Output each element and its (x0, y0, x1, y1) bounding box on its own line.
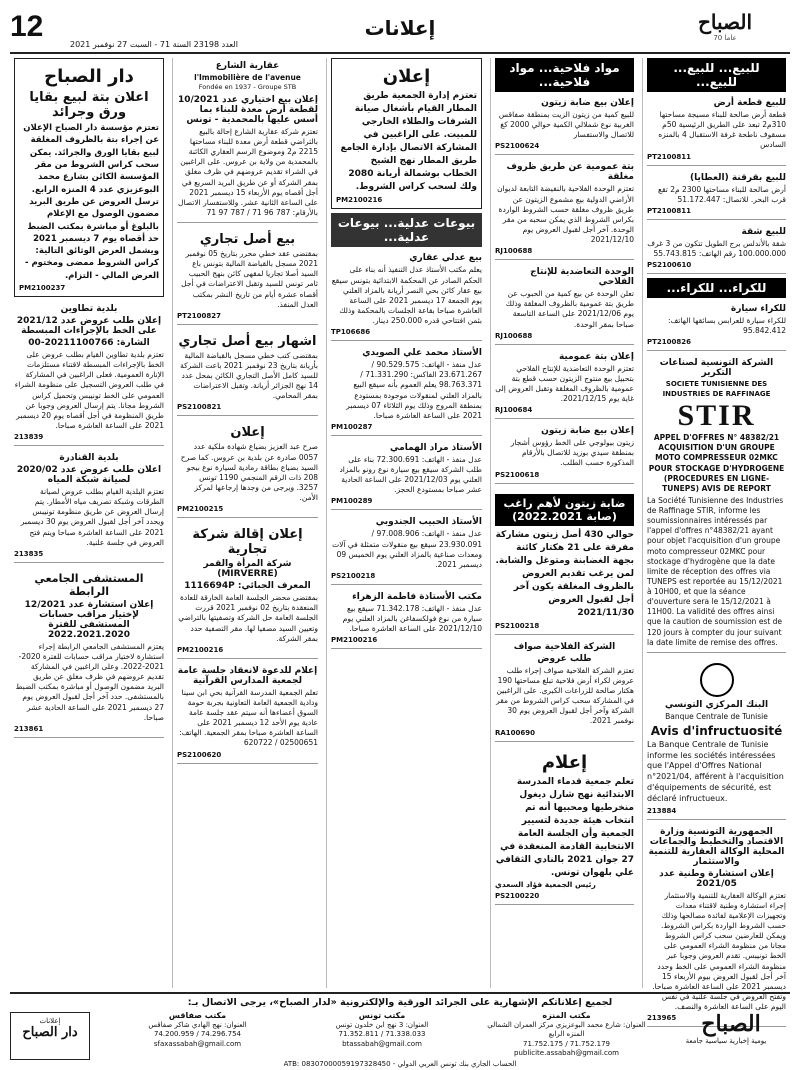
sabah-title: دار الصباح (44, 66, 134, 87)
commerce-body: بمقتضى عقد خطي محرر بتاريخ 05 نوفمبر 2021 مسجل بالقباضة المالية بتونس باع السيد أصلا تجاريا لمقهى كائن بنهج الحبيب ثامر تونس للسيد وتقبل الاعتراضات في أجل أقصاه عشرة أيام من تاريخ النشر بمكتب العدل المنفذ. (181, 249, 318, 309)
auction-ad-code: PM2100216 (331, 636, 378, 645)
municip-body: تعتزم بلدية تطاوين القيام بطلب عروض على الخط بالإجراءات المبسطة لاقتناء مستلزمات الإنارة العمومية. فعلى الراغبين في المشاركة في طلب العروض التسجيل على منظومة الشراء العمومي على الخط تونيبس وتحميل كراس الشروط مجانا. يتم إرسال العروض وجوبا عن طريق المنظومة في أجل أقصاه يوم 20 ديسمبر 2021 على الساعة العاشرة صباحا. (14, 350, 164, 430)
agri-ad-body: تعتزم الوحدة الفلاحية بالنفيضة التابعة لديوان الأراضي الدولية بيع مشموع الزيتون عن طريق ظروف مغلقة حسب الشروط الواردة بكراس الشروط الذي يمكن سحبه من مقر الوحدة. آخر أجل لقبول العروض يوم 2021/12/10 (497, 184, 634, 244)
hospital-subtitle: إعلان استشارة عدد 12/2021 لإختيار مراقب حسابات المستشفى للفترة 2022.2021.2020 (24, 599, 154, 640)
notice-title: إعلان (230, 425, 265, 441)
agri-ad-code: RJ100684 (495, 406, 533, 415)
hospital-title: المستشفى الجامعي الرابطة (34, 571, 144, 598)
municip-ad (14, 301, 164, 446)
rent-ad-code: PT2100826 (647, 338, 691, 347)
agri-ad-code: PS2100624 (495, 142, 540, 151)
office-tunis-mail[interactable]: btassabah@gmail.com (342, 1039, 422, 1048)
auction-ad-code: PM100287 (331, 422, 373, 431)
agri-ad-body: زيتون بيولوجي على الخط رؤوس أشجار بمنطقة سيدي بوزيد للاتصال بالأرقام المذكورة حسب الطلب. (510, 438, 634, 468)
ilan-body: تعتزم إدارة الجمعية طريق المطار القيام بأشغال صيانة الشرفات والطلاء الخارجي للمبيت. على الراغبين في المشاركة الاتصال بإدارة الجامع طريق المطار نهج الشيخ الخطاب بوشمالة أريانة 2080 ولك لسحب كراس الشروط. (340, 91, 477, 193)
column-agri (490, 58, 638, 988)
office-sfax-mail[interactable]: sfaxassabah@gmail.com (153, 1039, 242, 1048)
sabah-body: تعتزم مؤسسة دار الصباح الإعلان عن إجراء بتة بالظروف المغلقة لبيع بقايا الورق والجرائد. يمكن سحب كراس الشروط من مقر المؤسسة الكائن بشارع محمد البوعزيزي عدد 4 المنزه الرابع. ترسل العروض عن طريق البريد مضمون الوصول مع الإعلام بالبلوغ أو مباشرة بمكتب الضبط حد أقصاه يوم 7 ديسمبر 2021 ويشمل العرض الوثائق التالية: كراس الشروط ممضى ومختوم - العرض المالي - التزام. (23, 123, 159, 281)
sale-ad-title: للبيع شقة (741, 226, 786, 237)
bank-title: Avis d'infructuosité (650, 723, 783, 738)
office-menzah (482, 1011, 652, 1058)
auction-ad (331, 589, 482, 649)
olive-ad (495, 488, 634, 635)
footer-mini-logo (10, 1012, 90, 1060)
newspaper-logo (660, 10, 790, 50)
sfax-ad (495, 639, 634, 742)
auction-list (331, 250, 482, 649)
masthead (10, 10, 790, 54)
agri-ad (495, 95, 634, 155)
commerce2-title: اشهار بيع أصل تجاري (178, 333, 317, 349)
office-tunis-name: مكتب تونس (358, 1011, 406, 1020)
ilan-ad (331, 58, 482, 209)
sfax-code: RA100690 (495, 728, 536, 737)
auction-header: بيوعات عدلية... بيوعات عدلية... (331, 213, 482, 247)
agency-title: الجمهورية التونسية وزارة الاقتصاد والتخطيط والجماعات المحلية الوكالة العقارية للتنمية والاستثمار (648, 826, 785, 867)
stir-ad (647, 355, 786, 653)
footer-mini-logo-sub: إعلانات (39, 1017, 61, 1025)
ilan-code: PM2100216 (336, 196, 383, 205)
auction-ad-body: عدل منفذ - الهاتف: 71.342.178 سيقع بيع سيارة من نوع فولكسفاغن بالمزاد العلني يوم 2021/12/10 على الساعة العاشرة صباحا. (342, 603, 482, 634)
municip-ref: الشارة: 20211100766-00 (28, 338, 150, 349)
municip-title: بلدية تطاوين (60, 304, 118, 315)
column-sale-rent (642, 58, 790, 1023)
company-id: المعرف الجبائي: 1116694P (184, 581, 311, 592)
bank-name-fr: Banque Centrale de Tunisie (665, 711, 768, 721)
agency-code: 213965 (647, 1014, 677, 1023)
meeting-ad (177, 663, 318, 764)
footer-logo-block (666, 1011, 786, 1058)
hospital-body: يعتزم المستشفى الجامعي الرابطة إجراء استشارة لاختيار مراقب حسابات للفترة 2020-2021-2022. وعلى الراغبين في المشاركة تقديم عروضهم في ظرف مغلق عن طريق البريد مضمون الوصول أو مباشرة بمكتب الضبط بالمستشفى. حدد آخر أجل لقبول العروض يوم 27 ديسمبر 2021 على الساعة الحادية عشر صباحا. (15, 641, 164, 722)
sale-ad (647, 170, 786, 220)
office-sfax-tel: 74.296.754 / 74.200.959 (154, 1030, 241, 1039)
agri-ad-title: إعلان بيع ضابة زيتون (541, 426, 634, 437)
agri-ad-title: إعلان بيع ضابة زيتون (541, 98, 634, 108)
meeting-title: إعلام للدعوة لانعقاد جلسة عامة لجمعية المدارس القرآنية (177, 665, 318, 686)
company-body: بمقتضى محضر الجلسة العامة الخارقة للعادة المنعقدة بتاريخ 02 نوفمبر 2021 قررت الجلسة العامة حل الشركة وتصفيتها بالتراضي وتعيين السيد مصفيا لها. مقر التصفية حدد بمقر الشركة. (178, 593, 318, 643)
sabah-code: PM2100237 (19, 284, 66, 293)
column-commerce (172, 58, 322, 988)
agri-ad-title: الوحدة التعاضدية للإنتاج الفلاحي (530, 267, 634, 288)
ilam-ad (495, 746, 634, 906)
rent-header: للكراء... للكراء... (647, 278, 786, 298)
footer-top-line: لجميع إعلاناتكم الإشهارية على الجرائد الورقية والإلكترونية «لدار الصباح»، يرجى الاتصال بـ: (187, 997, 613, 1008)
municip-code: 213839 (14, 433, 44, 442)
auction-ad-title: بيع عدلي عقاري (409, 253, 482, 264)
auction-ad-body: يعلم مكتب الأستاذ عدل التنفيذ أنه بناء على الحكم الصادر عن المحكمة الابتدائية بتونس سيقع بيع عقار كائن بحي النصر أريانة بالمزاد العلني يوم الجمعة 17 ديسمبر 2021 على الساعة العاشرة صباحا بقاعة الجلسات بالمحكمة وذلك بثمن افتتاحي قدره 250.000 دينار. (331, 265, 482, 325)
agri-ad-body: للبيع كمية من زيتون الزيت بمنطقة صفاقس الغربية نوع شملالي الكمية حوالي 2000 كغ للاتصال والاستفسار (498, 110, 634, 140)
notice-ad (177, 420, 318, 518)
sale-ad-code: PT2100811 (647, 152, 691, 161)
agri-ad-title: إعلان بتة عمومية (558, 351, 634, 362)
sale-ad (647, 224, 786, 274)
water-code: 213835 (14, 549, 44, 558)
company-name: شركة المرأة والقمر (MIRVERRE) (203, 559, 292, 580)
olive-code: PS2100218 (495, 621, 540, 630)
sale-ad-body: أرض صالحة للبناء مساحتها 2300 م2 تقع قرب البحر. للاتصال: 51.172.447 (657, 184, 786, 204)
immo-sub: Fondée en 1937 - Groupe STB (198, 83, 297, 92)
sabah-subtitle: اعلان بتة لبيع بقايا ورق وجرائد (29, 90, 149, 120)
sale-ad-code: PS2100610 (647, 261, 692, 269)
agri-ad-code: RJ100688 (495, 247, 533, 256)
ilan-title: إعلان (382, 66, 431, 87)
issue-line: العدد 23198 السنة 71 - السبت 27 نوفمبر 2021 (70, 40, 238, 49)
office-menzah-tel: 71.752.179 / 71.752.175 (523, 1039, 610, 1048)
auction-ad-code: TP106686 (331, 328, 371, 337)
auction-ad-body: عدل منفذ - الهاتف: 97.008.906 / 23.930.091 سيقع بيع منقولات متمثلة في آلات ومعدات صناعية بالمزاد العلني يوم الخميس 09 ديسمبر 2021. (332, 529, 482, 569)
commerce-title: بيع أصل تجاري (199, 232, 296, 248)
office-tunis-addr: العنوان: 3 نهج ابن خلدون تونس (335, 1021, 429, 1030)
stir-company-fr: SOCIETE TUNISIENNE DES INDUSTRIES DE RAFFINAGE (662, 380, 771, 398)
stir-body: La Société Tunisienne des Industries de Raffinage STIR, informe les soumissionnaires intéressés par l'appel d'offres n°48382/21 ayant pour objet l'acquisition d'un groupe moto compresseur 02MKC pour stockage d'hydrogène que la date limite de réception des offres via TUNEPS est reportée au 15/12/2021 à 10H00, et que la séance d'ouverture sera le 15/12/2021 à 11H00. La validité des offres ainsi que la caution de soumission est de 120 jours à compter du jour suivant la date limite de remise des offres. (647, 495, 784, 647)
ilam-sign: رئيس الجمعية فؤاد السعدي (495, 879, 596, 889)
agri-header: مواد فلاحية... مواد فلاحية... (495, 58, 634, 92)
sale-ad-code: PT2100811 (647, 206, 691, 215)
ilam-code: PS2100220 (495, 892, 540, 901)
meeting-body: تعلم الجمعية المدرسة القرآنية بحي ابن سينا ودادية الجمعية العامة التعاونية بجربة حومة السوق أعضاءها أنه سيتم عقد جلسة عامة عادية يوم الأحد 12 ديسمبر 2021 على الساعة العاشرة صباحا بمقر الجمعية. الهاتف: 02500651 / 620722 (179, 687, 318, 748)
column-public-tenders (10, 58, 168, 988)
bank-code: 213884 (647, 806, 677, 815)
agri-list (495, 95, 634, 484)
sale-ad-body: قطعة أرض صالحة للبناء مسيجة مساحتها 310م2 تبعد على الطريق الرئيسية 50م مسقوف ناطحة غرفة الاستقبال 4 بالمنزه السادس (658, 110, 786, 150)
notice-body: صرح عبد العزيز بضياع شهادة ملكية عدد 0057 صادرة عن بلدية بن عروس. كما صرح السيد بضياع بطاقة رمادية لسيارة نوع بيجو 208 ذات الرقم المنجمي 1190 تونس 3257. ويرجى من وجدها إرجاعها لمركز الأمن. (180, 442, 318, 503)
sale-ad-title: للبيع بقرقنة (العطايا) (690, 172, 786, 183)
agri-ad-title: بتة عمومية عن طريق ظروف مغلقة (506, 162, 634, 183)
office-menzah-name: مكتب المنزه (542, 1011, 591, 1020)
company-ad (177, 522, 318, 659)
rent-ad-title: للكراء سيارة (730, 304, 786, 314)
auction-ad-code: PS2100218 (331, 571, 376, 580)
office-sfax-addr: العنوان: نهج الهادي شاكر صفاقس (148, 1021, 247, 1030)
water-title: بلدية القنادرة (59, 453, 119, 464)
footer-offices (10, 1011, 790, 1058)
auction-ad (331, 514, 482, 585)
auction-ad-body: عدل منفذ - الهاتف: 72.300.691 بناء على طلب الشركة سيقع بيع سيارة نوع رونو بالمزاد العلني يوم 2021/12/03 على الساعة الحادية عشر صباحا بمستودع الحجز. (339, 454, 482, 495)
sfax-subtitle: طلب عروض (537, 653, 592, 664)
section-title: إعلانات (364, 16, 436, 40)
ilam-body: تعلم جمعية قدماء المدرسة الابتدائية نهج شارل ديغول منخرطيها ومحبيها أنه تم انتخاب هيئة جديدة لتسيير الجمعية وأن الجلسة العامة الانتخابية القادمة المنعقدة في 27 جوان 2021 بالنادي الثقافي علي بلهوان تونس. (495, 776, 634, 878)
auction-ad-title: الأستاذ محمد علي الصويدي (362, 348, 482, 359)
logo-text: الصباح (697, 10, 753, 34)
stir-company-ar: الشركة التونسية لصناعات التكرير (659, 358, 774, 379)
auction-ad-title: مكتب الأستاذة فاطمة الزهراء (352, 591, 482, 602)
bank-ad (647, 657, 786, 820)
sfax-title: الشركة الفلاحية صواف (513, 641, 616, 652)
office-tunis (297, 1011, 467, 1058)
immo-ad (177, 58, 318, 223)
commerce-code: PT2100827 (177, 311, 221, 320)
bank-seal-icon (700, 663, 734, 697)
auction-ad-code: PM100289 (331, 497, 373, 506)
water-subtitle: اعلان طلب عروض عدد 2020/02 لصيانة شبكة المياه (16, 465, 162, 486)
office-menzah-mail[interactable]: publicite.assabah@gmail.com (514, 1048, 619, 1057)
commerce2-code: PS2100821 (177, 403, 222, 412)
water-ad (14, 450, 164, 563)
agri-ad (495, 349, 634, 420)
sale-header: للبيع... للبيع... للبيع... (647, 58, 786, 92)
immo-name-fr: l'Immobilière de l'avenue (194, 73, 301, 82)
office-sfax (113, 1011, 283, 1058)
agency-subtitle: إعلان استشارة وطنية عدد 2021/05 (659, 868, 774, 889)
footer-logo: الصباح (701, 1011, 761, 1037)
olive-banner: ضابة زيتون لأهم راغب (صابة 2022.2021) (495, 494, 634, 526)
bank-name-ar: البنك المركزي التونسي (664, 699, 769, 710)
stir-title: APPEL D'OFFRES N° 48382/21 ACQUISITION D'UN GROUPE MOTO COMPRESSEUR 02MKC POUR STOCKAGE D'HYDROGENE (PROCEDURES EN LIGNE- TUNEPS) AVIS DE REPORT (648, 433, 785, 493)
footer-tagline: يومية إخبارية سياسية جامعة (685, 1037, 767, 1045)
page-number: 12 (10, 10, 44, 43)
footer-bank-account: ATB: 08307000059197328450 - الحساب الجاري بنك تونس العربي الدولي (283, 1059, 517, 1068)
logo-sub: 70 عاما (713, 34, 737, 42)
hospital-code: 213861 (14, 724, 44, 733)
auction-ad-title: الأستاذ مراد الهمامي (390, 442, 482, 453)
sale-ad-body: شقة بالأندلس برج الطويل تتكون من 3 غرف 100.000.000 رقم الهاتف: 55.743.815 (647, 238, 786, 258)
olive-body: حوالي 430 أصل زيتون مشاركة مفرقة على 21 هكتار كائنة بجهة الغضابنة ومتوغل والشابة. لمن يرغب تقديم العروض بالظروف المغلقة يكون آخر أجل لقبول العروض 2021/11/30 (495, 529, 634, 618)
meeting-code: PS2100620 (177, 750, 222, 759)
auction-ad (331, 345, 482, 436)
rent-list (647, 301, 786, 351)
stir-logo: STIR (677, 399, 756, 433)
footer-mini-logo-text: دار الصباح (22, 1025, 78, 1040)
office-sfax-name: مكتب صفاقس (168, 1011, 227, 1020)
office-tunis-tel: 71.338.033 / 71.352.811 (338, 1030, 426, 1039)
sale-ad (647, 95, 786, 166)
bank-body: La Banque Centrale de Tunisie informe les sociétés intéressées que l'Appel d'Offres National n°2021/04, afférent à l'acquisition d'équipements de sécurité, est déclaré infructueux. (647, 739, 784, 803)
agri-ad (495, 159, 634, 260)
company-title: إعلان إقالة شركة تجارية (192, 527, 303, 558)
auction-ad-title: الأستاذ الحبيب الجندوبي (375, 517, 482, 528)
commerce-ad (177, 227, 318, 325)
sale-list (647, 95, 786, 274)
immo-ad-title: إعلان بيع اختياري عدد 10/2021 لقطعة أرض معدة للبناء بما أسس عليها بالمحمدية - تونس (177, 94, 318, 125)
agri-ad-body: تعلن الوحدة عن بيع كمية من الحبوب عن طريق بتة عمومية بالظروف المغلقة وذلك يوم 2021/12/06 على الساعة التاسعة صباحا بمقر الوحدة. (505, 289, 634, 329)
agri-ad (495, 423, 634, 483)
column-auctions (326, 58, 486, 988)
agri-ad-code: PS2100618 (495, 470, 540, 479)
agri-ad (495, 264, 634, 345)
company-code: PM2100216 (177, 645, 224, 654)
commerce2-ad (177, 329, 318, 417)
agri-ad-body: تعتزم الوحدة التعاضدية للإنتاج الفلاحي بتحبيل بيع منتوج الزيتون حسب قطع بتة عمومية بالظروف المغلقة وتقبل العروض إلى غاية يوم 2021/12/15. (495, 363, 634, 403)
footer (10, 992, 790, 1068)
immo-body: تعتزم شركة عقارية الشارع إحالة بالبيع بالتراضي قطعة أرض معدة للبناء مساحتها 2215 م2 وموضوع الرسم العقاري الكائنة بالمحمدية من ولاية بن عروس. على الراغبين في الشراء تقديم عروضهم في ظرف مغلق بمقر الشركة أو عن طريق البريد السريع في أجل أقصاه يوم الأربعاء 15 ديسمبر 2021 على الساعة الثانية عشر. وللاستفسار الاتصال بالأرقام: 787 96 71 / 787 97 71 (178, 126, 318, 217)
agri-ad-code: RJ100688 (495, 331, 533, 340)
water-body: تعتزم البلدية القيام بطلب عروض لصيانة الطرقات وشبكة تصريف مياه الأمطار. يتم إرسال العروض عن طريق منظومة تونيبس ويحدد آخر أجل لقبول العروض يوم 30 ديسمبر 2021 على الساعة العاشرة صباحا ويتم فتح العروض في جلسة علنية. (20, 487, 164, 547)
immo-name-ar: عقارية الشارع (215, 61, 280, 71)
rent-ad (647, 301, 786, 351)
sfax-body: تعتزم الشركة الفلاحية صواف إجراء طلب عروض لكراء أرض فلاحية تبلغ مساحتها 190 هكتار صالحة للزراعات الكبرى. على الراغبين في المشاركة سحب كراس الشروط من مقر الشركة وآخر أجل لقبول العروض يوم 30 نوفمبر 2021. (496, 665, 634, 726)
sabah-ad (14, 58, 164, 297)
auction-ad (331, 440, 482, 511)
office-menzah-addr: العنوان: شارع محمد البوعزيزي مركز العمران الشمالي المنزه الرابع (487, 1021, 646, 1039)
ilam-title: إعلام (541, 751, 588, 773)
sale-ad-title: للبيع قطعة أرض (713, 98, 786, 108)
agency-body: تعتزم الوكالة العقارية للتنمية والاستثمار إجراء استشارة وطنية لاقتناء معدات وتجهيزات الإعلامية لفائدة مصالحها وذلك حسب الشروط الواردة بكراس الشروط. ويمكن للعارضين سحب كراس الشروط مجانا من منظومة الشراء العمومي على الخط تونيبس. تقدم العروض وجوبا عبر منظومة الشراء العمومي على الخط وحدد آخر أجل لقبول العروض بيوم الأربعاء 15 ديسمبر 2021 على الساعة العاشرة صباحا. وتفتح العروض في جلسة علنية في نفس اليوم على الساعة العاشرة والنصف. (652, 890, 786, 1012)
notice-code: PM2100215 (177, 505, 224, 514)
municip-subtitle: إعلان طلب عروض عدد 2021/12 على الخط بالإجراءات المبسطة (16, 316, 162, 337)
auction-ad (331, 250, 482, 341)
rent-ad-body: للكراء سيارة للعرابس بسائقها الهاتف: 95.842.412 (667, 316, 786, 336)
hospital-ad (14, 567, 164, 738)
auction-ad-body: عدل منفذ - الهاتف: 90.529.575 / 23.671.267 الفاكس: 71.331.290 / 98.763.371 يعلم العموم بأنه سيقع البيع بالمزاد العلني لمنقولات موجودة بمستودع بمنطقة المروج وذلك يوم الثلاثاء 07 ديسمبر 2021 على الساعة العاشرة صباحا. (346, 360, 482, 420)
commerce2-body: بمقتضى كتب خطي مسجل بالقباضة المالية بأريانة بتاريخ 23 نوفمبر 2021 باعت الشركة للسيد كامل الأصل التجاري الكائن بمحل عدد 14 نهج الجزائر أريانة. وتقبل الاعتراضات بمقر المحامي. (180, 350, 318, 401)
